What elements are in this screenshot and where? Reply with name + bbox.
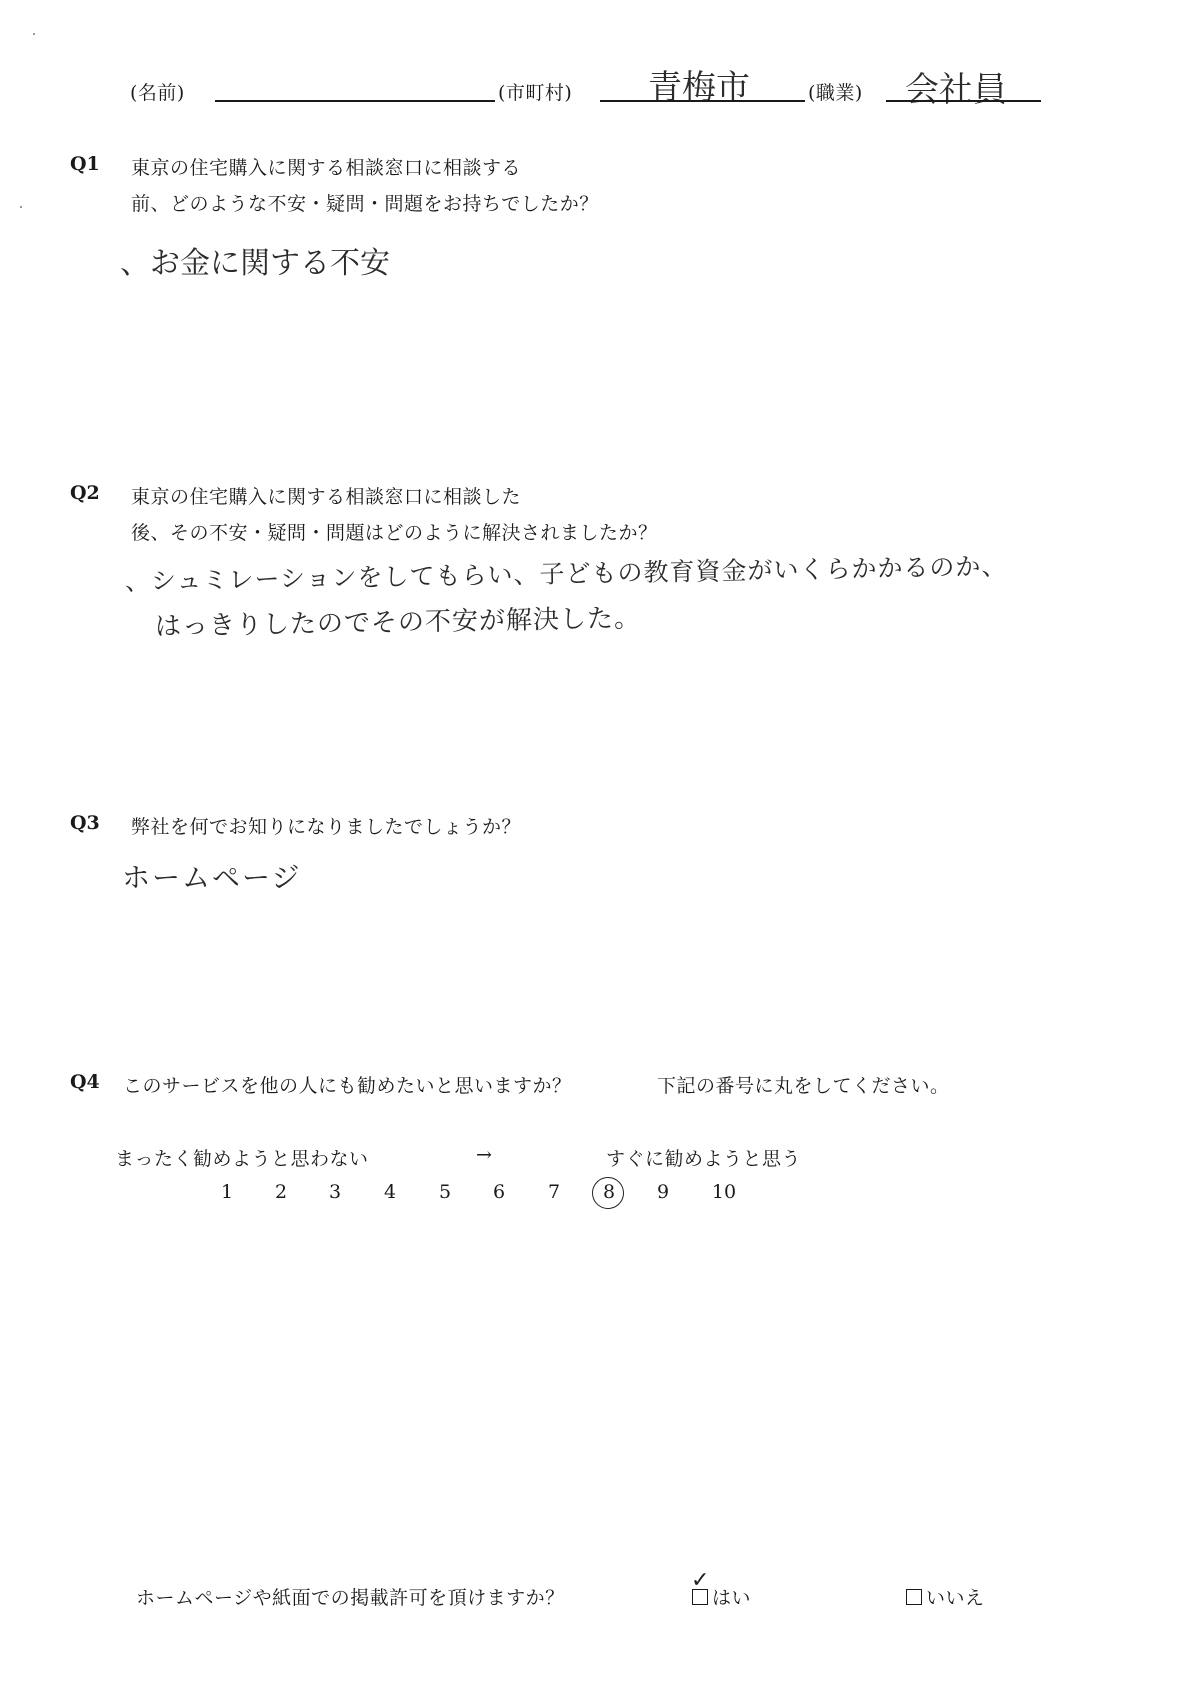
q3-answer: ホームページ bbox=[122, 861, 302, 894]
rating-6[interactable]: 6 bbox=[492, 1181, 506, 1203]
scan-mark bbox=[33, 33, 35, 35]
rating-3[interactable]: 3 bbox=[328, 1181, 342, 1203]
q3-text: 弊社を何でお知りになりましたでしょうか？ bbox=[131, 816, 522, 838]
no-checkbox[interactable] bbox=[906, 1589, 922, 1605]
q1-text-line1: 東京の住宅購入に関する相談窓口に相談する bbox=[131, 157, 522, 179]
rating-2[interactable]: 2 bbox=[274, 1181, 288, 1203]
rating-8[interactable]: 8 bbox=[602, 1181, 616, 1203]
permission-no-option[interactable] bbox=[906, 1583, 985, 1610]
q2-answer-line2: はっきりしたのでその不安が解決した。 bbox=[154, 603, 642, 642]
rating-9[interactable]: 9 bbox=[656, 1181, 670, 1203]
scan-mark bbox=[20, 206, 22, 208]
scale-arrow: → bbox=[476, 1144, 493, 1166]
q2-text-line2: 後、その不安・疑問・問題はどのように解決されましたか？ bbox=[131, 522, 658, 544]
job-underline bbox=[886, 100, 1041, 102]
name-underline bbox=[215, 100, 495, 102]
city-underline bbox=[600, 100, 805, 102]
rating-7[interactable]: 7 bbox=[547, 1181, 561, 1203]
q2-text-line1: 東京の住宅購入に関する相談窓口に相談した bbox=[131, 486, 522, 508]
job-label: (職業) bbox=[808, 82, 863, 104]
rating-4[interactable]: 4 bbox=[383, 1181, 397, 1203]
q4-instruction: 下記の番号に丸をしてください。 bbox=[657, 1075, 950, 1097]
rating-10[interactable]: 10 bbox=[711, 1181, 737, 1203]
q4-label: Q4 bbox=[70, 1071, 100, 1093]
q2-label: Q2 bbox=[70, 482, 100, 504]
scale-right-label: すぐに勧めようと思う bbox=[606, 1148, 802, 1170]
yes-label: はい bbox=[712, 1587, 752, 1609]
q3-label: Q3 bbox=[70, 812, 100, 834]
check-icon: ✓ bbox=[691, 1568, 710, 1593]
no-label: いいえ bbox=[926, 1587, 985, 1609]
q4-text: このサービスを他の人にも勧めたいと思いますか？ bbox=[123, 1075, 572, 1097]
q1-label: Q1 bbox=[70, 153, 100, 175]
name-label: (名前) bbox=[130, 82, 185, 104]
job-value: 会社員 bbox=[905, 70, 1007, 110]
rating-1[interactable]: 1 bbox=[220, 1181, 234, 1203]
scale-left-label: まったく勧めようと思わない bbox=[115, 1148, 369, 1170]
city-value: 青梅市 bbox=[648, 68, 750, 108]
name-redaction bbox=[245, 38, 485, 80]
rating-5[interactable]: 5 bbox=[438, 1181, 452, 1203]
city-label: (市町村) bbox=[498, 82, 573, 104]
permission-question: ホームページや紙面での掲載許可を頂けますか？ bbox=[136, 1587, 565, 1609]
q2-answer-line1: 、シュミレーションをしてもらい、子どもの教育資金がいくらかかるのか、 bbox=[124, 551, 1008, 596]
q1-answer: 、お金に関する不安 bbox=[120, 246, 390, 281]
q1-text-line2: 前、どのような不安・疑問・問題をお持ちでしたか？ bbox=[131, 193, 599, 215]
